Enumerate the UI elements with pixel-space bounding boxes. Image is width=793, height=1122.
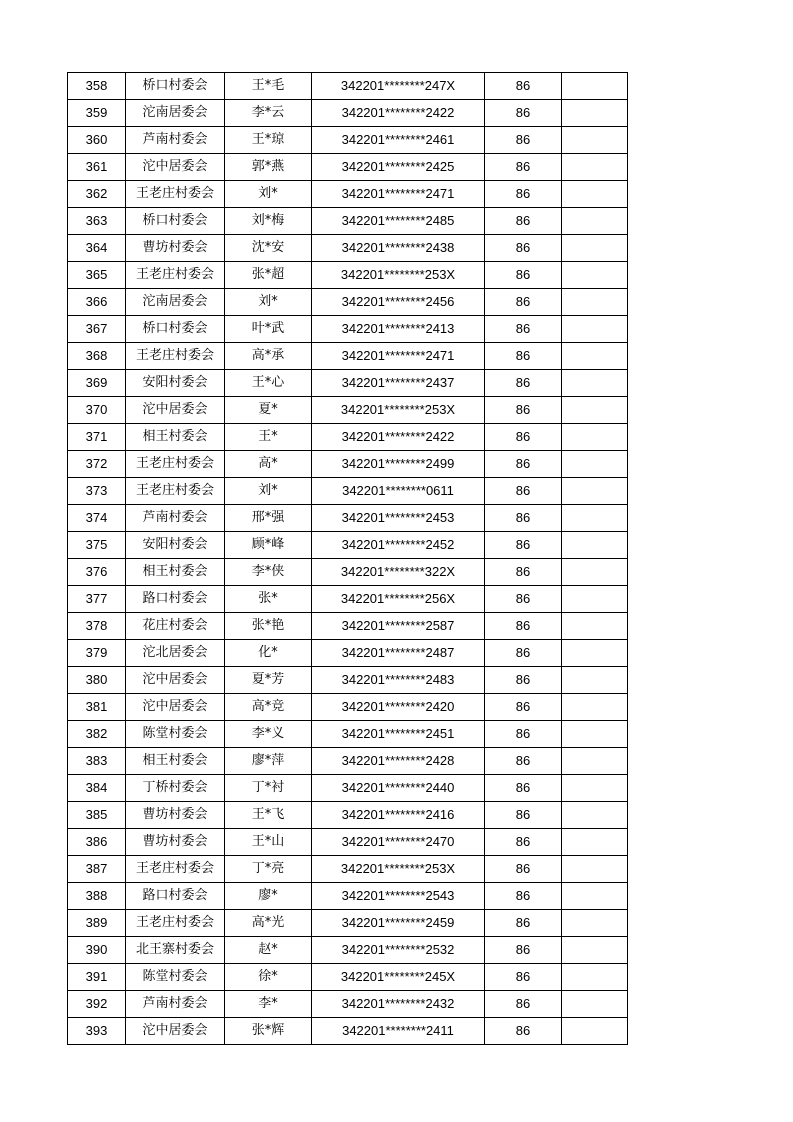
table-row bbox=[68, 640, 628, 667]
score-cell: 86 bbox=[485, 478, 562, 505]
person-name-cell: 邢*强 bbox=[225, 505, 312, 532]
person-name-cell: 赵* bbox=[225, 937, 312, 964]
score-cell: 86 bbox=[485, 964, 562, 991]
score-cell: 86 bbox=[485, 694, 562, 721]
score-cell: 86 bbox=[485, 451, 562, 478]
committee-cell: 王老庄村委会 bbox=[126, 262, 225, 289]
id-number-cell: 342201********253X bbox=[312, 262, 485, 289]
table-row bbox=[68, 343, 628, 370]
person-name-cell: 刘*梅 bbox=[225, 208, 312, 235]
score-cell: 86 bbox=[485, 100, 562, 127]
row-number-cell: 361 bbox=[68, 154, 126, 181]
person-name-cell: 丁*亮 bbox=[225, 856, 312, 883]
table-row bbox=[68, 694, 628, 721]
committee-cell: 曹坊村委会 bbox=[126, 829, 225, 856]
note-cell bbox=[562, 208, 628, 235]
score-cell: 86 bbox=[485, 991, 562, 1018]
row-number-cell: 370 bbox=[68, 397, 126, 424]
id-number-cell: 342201********2438 bbox=[312, 235, 485, 262]
row-number-cell: 382 bbox=[68, 721, 126, 748]
score-cell: 86 bbox=[485, 586, 562, 613]
note-cell bbox=[562, 559, 628, 586]
person-name-cell: 高*竞 bbox=[225, 694, 312, 721]
score-cell: 86 bbox=[485, 910, 562, 937]
row-number-cell: 367 bbox=[68, 316, 126, 343]
id-number-cell: 342201********2432 bbox=[312, 991, 485, 1018]
row-number-cell: 385 bbox=[68, 802, 126, 829]
table-row bbox=[68, 127, 628, 154]
note-cell bbox=[562, 586, 628, 613]
table-row bbox=[68, 424, 628, 451]
row-number-cell: 375 bbox=[68, 532, 126, 559]
id-number-cell: 342201********2471 bbox=[312, 343, 485, 370]
table-row bbox=[68, 748, 628, 775]
table-row bbox=[68, 775, 628, 802]
row-number-cell: 387 bbox=[68, 856, 126, 883]
row-number-cell: 374 bbox=[68, 505, 126, 532]
note-cell bbox=[562, 748, 628, 775]
table-row bbox=[68, 667, 628, 694]
person-name-cell: 廖*萍 bbox=[225, 748, 312, 775]
row-number-cell: 384 bbox=[68, 775, 126, 802]
score-cell: 86 bbox=[485, 262, 562, 289]
row-number-cell: 386 bbox=[68, 829, 126, 856]
id-number-cell: 342201********253X bbox=[312, 856, 485, 883]
note-cell bbox=[562, 910, 628, 937]
score-cell: 86 bbox=[485, 154, 562, 181]
table-row bbox=[68, 478, 628, 505]
row-number-cell: 390 bbox=[68, 937, 126, 964]
id-number-cell: 342201********2422 bbox=[312, 100, 485, 127]
id-number-cell: 342201********2422 bbox=[312, 424, 485, 451]
note-cell bbox=[562, 397, 628, 424]
person-name-cell: 王*心 bbox=[225, 370, 312, 397]
score-cell: 86 bbox=[485, 667, 562, 694]
note-cell bbox=[562, 532, 628, 559]
id-number-cell: 342201********2452 bbox=[312, 532, 485, 559]
committee-cell: 花庄村委会 bbox=[126, 613, 225, 640]
id-number-cell: 342201********2459 bbox=[312, 910, 485, 937]
note-cell bbox=[562, 721, 628, 748]
row-number-cell: 393 bbox=[68, 1018, 126, 1045]
person-name-cell: 叶*武 bbox=[225, 316, 312, 343]
person-name-cell: 李*义 bbox=[225, 721, 312, 748]
note-cell bbox=[562, 451, 628, 478]
score-cell: 86 bbox=[485, 235, 562, 262]
score-cell: 86 bbox=[485, 802, 562, 829]
note-cell bbox=[562, 100, 628, 127]
row-number-cell: 372 bbox=[68, 451, 126, 478]
person-name-cell: 张*超 bbox=[225, 262, 312, 289]
id-number-cell: 342201********2416 bbox=[312, 802, 485, 829]
row-number-cell: 366 bbox=[68, 289, 126, 316]
score-cell: 86 bbox=[485, 559, 562, 586]
person-name-cell: 廖* bbox=[225, 883, 312, 910]
id-number-cell: 342201********245X bbox=[312, 964, 485, 991]
committee-cell: 安阳村委会 bbox=[126, 370, 225, 397]
table-row bbox=[68, 73, 628, 100]
id-number-cell: 342201********2440 bbox=[312, 775, 485, 802]
committee-cell: 桥口村委会 bbox=[126, 73, 225, 100]
id-number-cell: 342201********2451 bbox=[312, 721, 485, 748]
id-number-cell: 342201********0611 bbox=[312, 478, 485, 505]
id-number-cell: 342201********2487 bbox=[312, 640, 485, 667]
person-name-cell: 高*光 bbox=[225, 910, 312, 937]
score-cell: 86 bbox=[485, 397, 562, 424]
table-row bbox=[68, 532, 628, 559]
table-row bbox=[68, 559, 628, 586]
note-cell bbox=[562, 262, 628, 289]
note-cell bbox=[562, 316, 628, 343]
row-number-cell: 358 bbox=[68, 73, 126, 100]
person-name-cell: 刘* bbox=[225, 478, 312, 505]
committee-cell: 沱南居委会 bbox=[126, 289, 225, 316]
score-cell: 86 bbox=[485, 883, 562, 910]
score-cell: 86 bbox=[485, 289, 562, 316]
table-row bbox=[68, 802, 628, 829]
id-number-cell: 342201********2428 bbox=[312, 748, 485, 775]
table-row bbox=[68, 208, 628, 235]
committee-cell: 曹坊村委会 bbox=[126, 802, 225, 829]
committee-cell: 曹坊村委会 bbox=[126, 235, 225, 262]
committee-cell: 相王村委会 bbox=[126, 748, 225, 775]
table-row bbox=[68, 397, 628, 424]
note-cell bbox=[562, 1018, 628, 1045]
note-cell bbox=[562, 640, 628, 667]
committee-cell: 王老庄村委会 bbox=[126, 451, 225, 478]
committee-cell: 北王寨村委会 bbox=[126, 937, 225, 964]
table-row bbox=[68, 1018, 628, 1045]
score-cell: 86 bbox=[485, 343, 562, 370]
id-number-cell: 342201********2411 bbox=[312, 1018, 485, 1045]
person-name-cell: 王*毛 bbox=[225, 73, 312, 100]
row-number-cell: 373 bbox=[68, 478, 126, 505]
note-cell bbox=[562, 127, 628, 154]
note-cell bbox=[562, 235, 628, 262]
score-cell: 86 bbox=[485, 856, 562, 883]
committee-cell: 沱北居委会 bbox=[126, 640, 225, 667]
note-cell bbox=[562, 937, 628, 964]
score-cell: 86 bbox=[485, 181, 562, 208]
note-cell bbox=[562, 667, 628, 694]
note-cell bbox=[562, 478, 628, 505]
id-number-cell: 342201********2425 bbox=[312, 154, 485, 181]
score-cell: 86 bbox=[485, 370, 562, 397]
person-name-cell: 王*琼 bbox=[225, 127, 312, 154]
score-cell: 86 bbox=[485, 208, 562, 235]
id-number-cell: 342201********2532 bbox=[312, 937, 485, 964]
roster-table-body bbox=[68, 73, 628, 1045]
note-cell bbox=[562, 775, 628, 802]
id-number-cell: 342201********253X bbox=[312, 397, 485, 424]
person-name-cell: 李*侠 bbox=[225, 559, 312, 586]
row-number-cell: 389 bbox=[68, 910, 126, 937]
row-number-cell: 388 bbox=[68, 883, 126, 910]
table-row bbox=[68, 721, 628, 748]
committee-cell: 相王村委会 bbox=[126, 424, 225, 451]
table-row bbox=[68, 991, 628, 1018]
committee-cell: 安阳村委会 bbox=[126, 532, 225, 559]
committee-cell: 芦南村委会 bbox=[126, 127, 225, 154]
person-name-cell: 李* bbox=[225, 991, 312, 1018]
note-cell bbox=[562, 343, 628, 370]
person-name-cell: 刘* bbox=[225, 289, 312, 316]
person-name-cell: 顾*峰 bbox=[225, 532, 312, 559]
row-number-cell: 379 bbox=[68, 640, 126, 667]
committee-cell: 路口村委会 bbox=[126, 883, 225, 910]
id-number-cell: 342201********256X bbox=[312, 586, 485, 613]
table-row bbox=[68, 910, 628, 937]
table-row bbox=[68, 316, 628, 343]
person-name-cell: 王*飞 bbox=[225, 802, 312, 829]
score-cell: 86 bbox=[485, 748, 562, 775]
note-cell bbox=[562, 991, 628, 1018]
committee-cell: 芦南村委会 bbox=[126, 505, 225, 532]
committee-cell: 沱中居委会 bbox=[126, 154, 225, 181]
score-cell: 86 bbox=[485, 1018, 562, 1045]
person-name-cell: 张*辉 bbox=[225, 1018, 312, 1045]
committee-cell: 沱中居委会 bbox=[126, 694, 225, 721]
note-cell bbox=[562, 964, 628, 991]
note-cell bbox=[562, 73, 628, 100]
row-number-cell: 359 bbox=[68, 100, 126, 127]
score-cell: 86 bbox=[485, 316, 562, 343]
row-number-cell: 391 bbox=[68, 964, 126, 991]
id-number-cell: 342201********2483 bbox=[312, 667, 485, 694]
committee-cell: 王老庄村委会 bbox=[126, 343, 225, 370]
committee-cell: 陈堂村委会 bbox=[126, 964, 225, 991]
table-row bbox=[68, 370, 628, 397]
person-name-cell: 夏* bbox=[225, 397, 312, 424]
committee-cell: 路口村委会 bbox=[126, 586, 225, 613]
row-number-cell: 360 bbox=[68, 127, 126, 154]
row-number-cell: 380 bbox=[68, 667, 126, 694]
id-number-cell: 342201********2499 bbox=[312, 451, 485, 478]
committee-cell: 沱中居委会 bbox=[126, 397, 225, 424]
table-row bbox=[68, 829, 628, 856]
roster-table bbox=[67, 72, 628, 1045]
id-number-cell: 342201********2461 bbox=[312, 127, 485, 154]
row-number-cell: 368 bbox=[68, 343, 126, 370]
person-name-cell: 李*云 bbox=[225, 100, 312, 127]
committee-cell: 王老庄村委会 bbox=[126, 478, 225, 505]
table-row bbox=[68, 586, 628, 613]
table-row bbox=[68, 505, 628, 532]
table-row bbox=[68, 964, 628, 991]
committee-cell: 王老庄村委会 bbox=[126, 181, 225, 208]
id-number-cell: 342201********2413 bbox=[312, 316, 485, 343]
row-number-cell: 383 bbox=[68, 748, 126, 775]
note-cell bbox=[562, 370, 628, 397]
person-name-cell: 徐* bbox=[225, 964, 312, 991]
note-cell bbox=[562, 883, 628, 910]
id-number-cell: 342201********2485 bbox=[312, 208, 485, 235]
person-name-cell: 高* bbox=[225, 451, 312, 478]
person-name-cell: 高*承 bbox=[225, 343, 312, 370]
committee-cell: 相王村委会 bbox=[126, 559, 225, 586]
table-row bbox=[68, 154, 628, 181]
table-row bbox=[68, 100, 628, 127]
row-number-cell: 378 bbox=[68, 613, 126, 640]
committee-cell: 沱南居委会 bbox=[126, 100, 225, 127]
note-cell bbox=[562, 181, 628, 208]
note-cell bbox=[562, 289, 628, 316]
row-number-cell: 371 bbox=[68, 424, 126, 451]
table-row bbox=[68, 883, 628, 910]
person-name-cell: 郭*燕 bbox=[225, 154, 312, 181]
id-number-cell: 342201********322X bbox=[312, 559, 485, 586]
score-cell: 86 bbox=[485, 937, 562, 964]
row-number-cell: 377 bbox=[68, 586, 126, 613]
row-number-cell: 376 bbox=[68, 559, 126, 586]
note-cell bbox=[562, 424, 628, 451]
table-row bbox=[68, 613, 628, 640]
note-cell bbox=[562, 856, 628, 883]
person-name-cell: 沈*安 bbox=[225, 235, 312, 262]
table-row bbox=[68, 856, 628, 883]
id-number-cell: 342201********2543 bbox=[312, 883, 485, 910]
committee-cell: 陈堂村委会 bbox=[126, 721, 225, 748]
table-row bbox=[68, 181, 628, 208]
score-cell: 86 bbox=[485, 505, 562, 532]
note-cell bbox=[562, 613, 628, 640]
table-row bbox=[68, 262, 628, 289]
person-name-cell: 化* bbox=[225, 640, 312, 667]
score-cell: 86 bbox=[485, 73, 562, 100]
row-number-cell: 365 bbox=[68, 262, 126, 289]
score-cell: 86 bbox=[485, 721, 562, 748]
note-cell bbox=[562, 829, 628, 856]
score-cell: 86 bbox=[485, 532, 562, 559]
score-cell: 86 bbox=[485, 127, 562, 154]
note-cell bbox=[562, 802, 628, 829]
person-name-cell: 夏*芳 bbox=[225, 667, 312, 694]
note-cell bbox=[562, 505, 628, 532]
row-number-cell: 364 bbox=[68, 235, 126, 262]
committee-cell: 沱中居委会 bbox=[126, 667, 225, 694]
committee-cell: 王老庄村委会 bbox=[126, 910, 225, 937]
person-name-cell: 刘* bbox=[225, 181, 312, 208]
person-name-cell: 王* bbox=[225, 424, 312, 451]
table-row bbox=[68, 937, 628, 964]
committee-cell: 丁桥村委会 bbox=[126, 775, 225, 802]
score-cell: 86 bbox=[485, 640, 562, 667]
id-number-cell: 342201********247X bbox=[312, 73, 485, 100]
score-cell: 86 bbox=[485, 775, 562, 802]
id-number-cell: 342201********2437 bbox=[312, 370, 485, 397]
note-cell bbox=[562, 154, 628, 181]
id-number-cell: 342201********2470 bbox=[312, 829, 485, 856]
person-name-cell: 张* bbox=[225, 586, 312, 613]
id-number-cell: 342201********2456 bbox=[312, 289, 485, 316]
id-number-cell: 342201********2587 bbox=[312, 613, 485, 640]
table-row bbox=[68, 451, 628, 478]
row-number-cell: 381 bbox=[68, 694, 126, 721]
id-number-cell: 342201********2453 bbox=[312, 505, 485, 532]
person-name-cell: 王*山 bbox=[225, 829, 312, 856]
committee-cell: 芦南村委会 bbox=[126, 991, 225, 1018]
committee-cell: 桥口村委会 bbox=[126, 208, 225, 235]
committee-cell: 王老庄村委会 bbox=[126, 856, 225, 883]
table-row bbox=[68, 289, 628, 316]
row-number-cell: 363 bbox=[68, 208, 126, 235]
score-cell: 86 bbox=[485, 424, 562, 451]
score-cell: 86 bbox=[485, 613, 562, 640]
score-cell: 86 bbox=[485, 829, 562, 856]
person-name-cell: 丁*衬 bbox=[225, 775, 312, 802]
note-cell bbox=[562, 694, 628, 721]
row-number-cell: 362 bbox=[68, 181, 126, 208]
row-number-cell: 369 bbox=[68, 370, 126, 397]
id-number-cell: 342201********2471 bbox=[312, 181, 485, 208]
table-row bbox=[68, 235, 628, 262]
committee-cell: 沱中居委会 bbox=[126, 1018, 225, 1045]
committee-cell: 桥口村委会 bbox=[126, 316, 225, 343]
person-name-cell: 张*艳 bbox=[225, 613, 312, 640]
row-number-cell: 392 bbox=[68, 991, 126, 1018]
id-number-cell: 342201********2420 bbox=[312, 694, 485, 721]
